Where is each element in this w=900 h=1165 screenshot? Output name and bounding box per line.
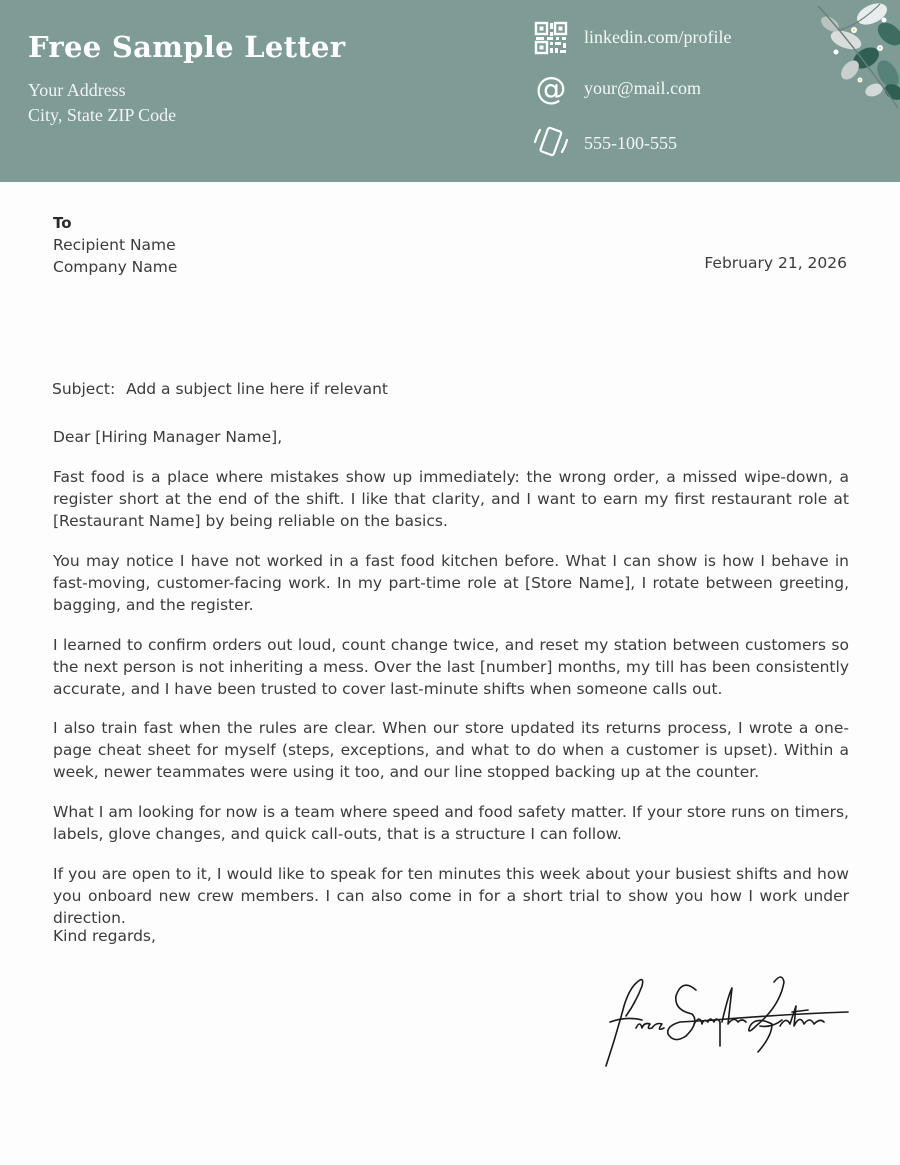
to-label: To	[53, 214, 72, 232]
subject-line	[52, 380, 388, 398]
sender-address-line2: City, State ZIP Code	[28, 105, 177, 125]
body-paragraph-1: Fast food is a place where mistakes show up immediately: the wrong order, a missed wipe-down, a register short at the end of the shift. I like that clarity, and I want to earn my first restaurant role at [Restaurant Name] by being reliable on the basics.	[53, 468, 849, 530]
phone-text: 555-100-555	[584, 133, 677, 153]
body-paragraph-5: What I am looking for now is a team where speed and food safety matter. If your store runs on timers, labels, glove changes, and quick call-outs, that is a structure I can follow.	[53, 803, 849, 843]
floral-decoration	[810, 0, 900, 112]
phone-icon	[534, 124, 568, 158]
qr-code-icon	[534, 21, 568, 55]
svg-text:@: @	[535, 72, 567, 106]
body-paragraph-6: If you are open to it, I would like to speak for ten minutes this week about your busiest shifts and how you onboard new crew members. I can also come in for a short trial to show you how I work under direction.	[53, 865, 849, 927]
letterhead	[0, 0, 900, 182]
sender-name: Free Sample Letter	[28, 30, 346, 64]
letter-date: February 21, 2026	[704, 254, 847, 272]
at-sign-icon	[534, 72, 568, 106]
recipient-name: Recipient Name	[53, 236, 176, 254]
subject-text: Add a subject line here if relevant	[126, 380, 389, 398]
body-paragraph-4: I also train fast when the rules are clear. When our store updated its returns process, I wrote a one-page cheat sheet for myself (steps, exceptions, and what to do when a customer is upset). Within a week, newer teammates were using it too, and our line stopped backing up at the counter.	[53, 719, 849, 781]
body-paragraph-3: I learned to confirm orders out loud, count change twice, and reset my station between customers so the next person is not inheriting a mess. Over the last [number] months, my till has been consistently accurate, and I have been trusted to cover last-minute shifts when someone calls out.	[53, 636, 849, 698]
linkedin-text: linkedin.com/profile	[584, 27, 732, 47]
body-paragraph-2: You may notice I have not worked in a fast food kitchen before. What I can show is how I behave in fast-moving, customer-facing work. In my part-time role at [Store Name], I rotate between greeting, bagging, and the register.	[53, 552, 849, 614]
email-text: your@mail.com	[584, 78, 702, 98]
subject-label: Subject:	[52, 380, 116, 398]
recipient-company: Company Name	[53, 258, 178, 276]
salutation: Dear [Hiring Manager Name],	[53, 428, 283, 446]
sender-address-line1: Your Address	[28, 80, 126, 100]
closing: Kind regards,	[53, 927, 156, 945]
signature	[596, 966, 852, 1076]
